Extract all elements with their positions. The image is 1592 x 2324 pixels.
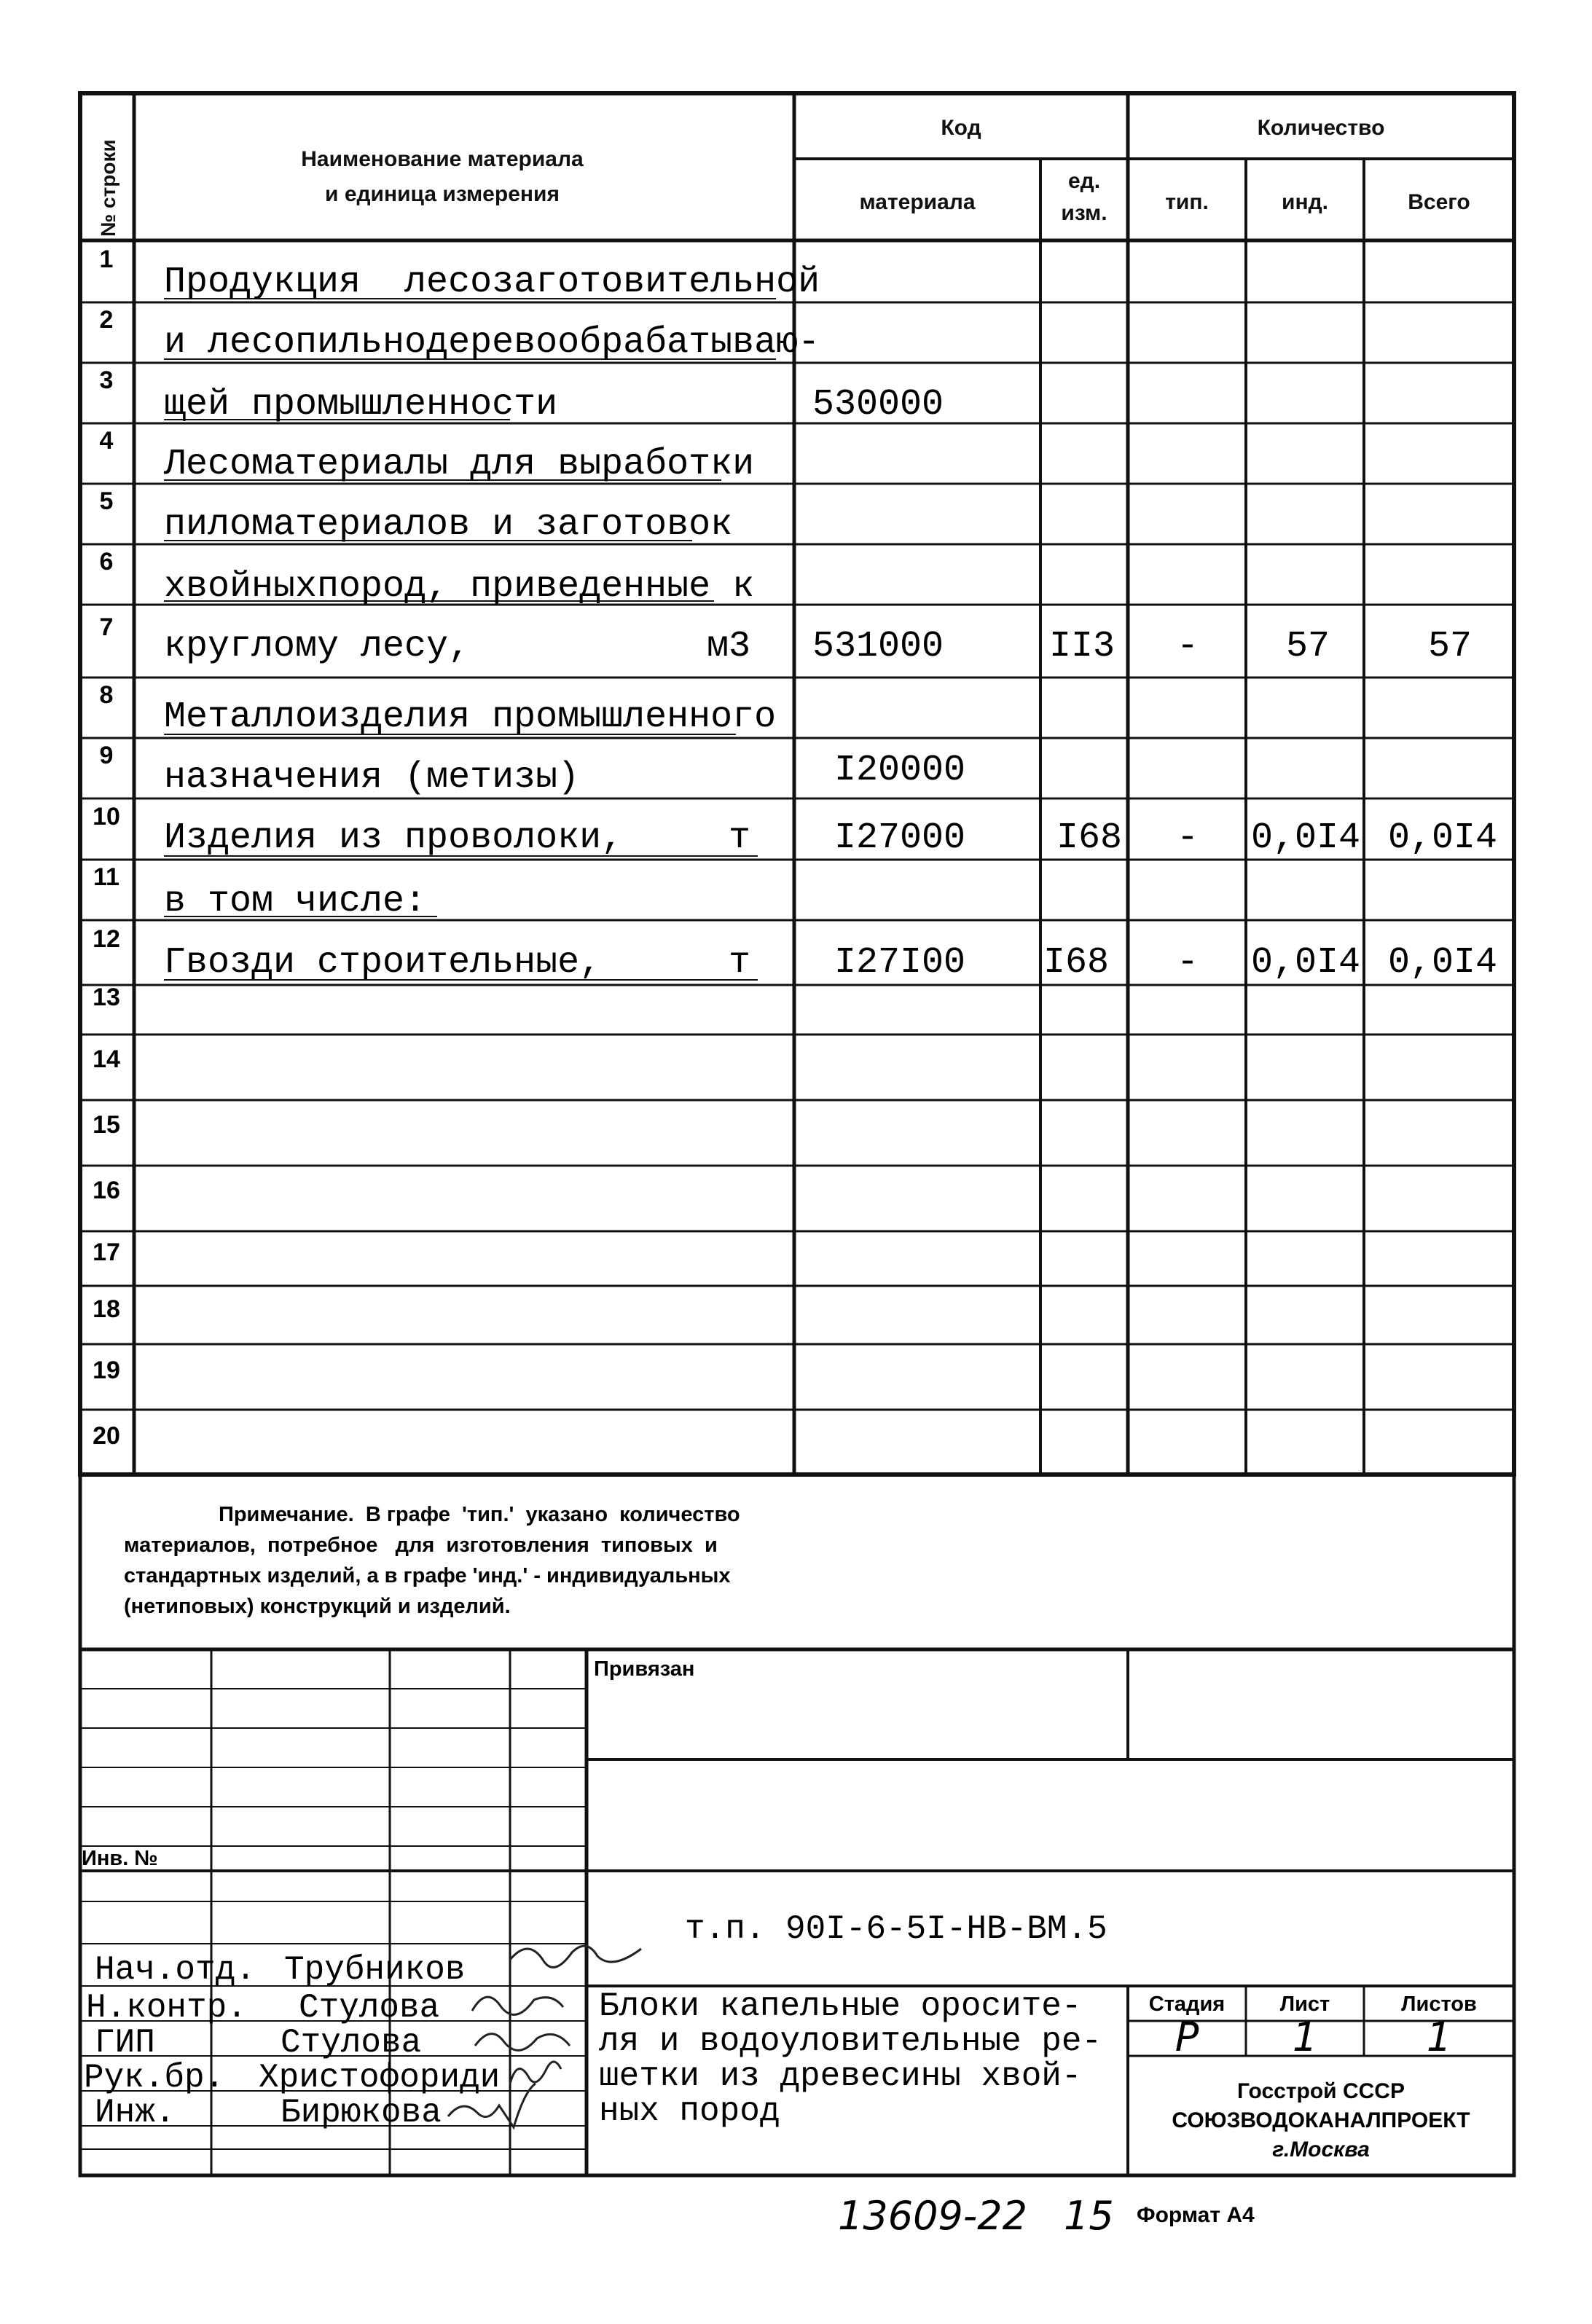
org-line: СОЮЗВОДОКАНАЛПРОЕКТ (1172, 2108, 1470, 2132)
role-name: Трубников (284, 1951, 466, 1989)
unit-name: м3 (706, 626, 750, 667)
role-label: Рук.бр. (84, 2059, 225, 2097)
row-number: 19 (93, 1357, 120, 1384)
header-code-material: материала (859, 190, 976, 214)
header-qty-total: Всего (1408, 190, 1470, 214)
header-name-line2: и единица измерения (325, 182, 560, 206)
qty-ind: 57 (1285, 626, 1330, 667)
material-code: I27I00 (834, 942, 966, 984)
qty-ind: 0,0I4 (1250, 817, 1361, 859)
material-code: I27000 (834, 817, 966, 859)
qty-total: 57 (1427, 626, 1473, 667)
inv-no-label: Инв. № (82, 1847, 158, 1870)
unit-code: II3 (1049, 626, 1115, 667)
material-name: хвойныхпород, приведенные к (164, 566, 755, 608)
row-number: 20 (93, 1422, 120, 1450)
role-name: Бирюкова (281, 2094, 442, 2132)
stage-label: Стадия (1148, 1993, 1226, 2016)
doc-title-line: ных пород (599, 2092, 780, 2130)
header-unit-line2: изм. (1061, 201, 1107, 225)
note-section (80, 1475, 1514, 1649)
unit-name: т (728, 817, 750, 859)
org-line: г.Москва (1272, 2137, 1370, 2162)
qty-total: 0,0I4 (1387, 942, 1498, 984)
stage-value: Р (1175, 2014, 1199, 2060)
row-number: 10 (93, 803, 120, 831)
material-name: щей промышленности (164, 384, 558, 425)
header-name-line1: Наименование материала (301, 147, 584, 171)
row-number: 5 (99, 487, 114, 515)
qty-typ: - (1176, 626, 1199, 667)
row-number: 7 (99, 613, 114, 641)
material-code: 530000 (812, 384, 944, 425)
doc-title-line: Блоки капельные оросите- (599, 1987, 1082, 2025)
note-line: (нетиповых) конструкций и изделий. (124, 1595, 511, 1618)
note-line: материалов, потребное для изготовления типовых и (124, 1534, 718, 1557)
format-label: Формат А4 (1137, 2203, 1255, 2227)
role-label: Н.контр. (86, 1989, 247, 2027)
row-number: 12 (93, 925, 120, 953)
sheet-value: 1 (1292, 2014, 1318, 2060)
header-code: Код (941, 116, 981, 140)
note-line: стандартных изделий, а в графе 'инд.' - индивидуальных (124, 1564, 731, 1587)
material-name: круглому лесу, (164, 626, 471, 667)
row-number: 15 (93, 1111, 120, 1139)
material-code: I20000 (834, 750, 966, 791)
row-number: 6 (99, 548, 114, 576)
material-name: пиломатериалов и заготовок (164, 504, 733, 546)
header-row-number: № строки (97, 139, 119, 237)
org-line: Госстрой СССР (1237, 2079, 1405, 2103)
table-header (97, 116, 1470, 237)
header-qty-typ: тип. (1165, 190, 1209, 214)
qty-ind: 0,0I4 (1250, 942, 1361, 984)
title-block (82, 1657, 1477, 2162)
row-number: 17 (93, 1238, 120, 1266)
sheets-value: 1 (1426, 2014, 1452, 2060)
role-label: Инж. (95, 2094, 176, 2132)
row-number: 8 (99, 681, 114, 709)
unit-code: I68 (1056, 817, 1123, 859)
row-number: 18 (93, 1295, 120, 1323)
material-name: Гвозди строительные, (164, 942, 602, 984)
role-label: Нач.отд. (95, 1951, 256, 1989)
bound-label: Привязан (594, 1657, 695, 1681)
header-qty-ind: инд. (1282, 190, 1328, 214)
material-name: Продукция лесозаготовительной (164, 262, 820, 303)
registration-stamp: 13609-22 (838, 2193, 1027, 2239)
unit-name: т (728, 942, 750, 984)
row-number: 1 (99, 246, 114, 273)
qty-total: 0,0I4 (1387, 817, 1498, 859)
note-line: Примечание. В графе 'тип.' указано количество (219, 1503, 740, 1526)
row-number: 16 (93, 1177, 120, 1204)
unit-code: I68 (1043, 942, 1110, 984)
role-label: ГИП (95, 2024, 155, 2062)
row-number: 9 (99, 742, 114, 769)
role-name: Стулова (281, 2024, 422, 2062)
doc-title-line: шетки из древесины хвой- (599, 2057, 1082, 2095)
sheet-label: Лист (1279, 1993, 1330, 2016)
material-name: и лесопильнодеревообрабатываю- (164, 322, 820, 364)
row-number: 2 (99, 306, 114, 334)
row-number: 13 (93, 984, 120, 1011)
material-name: в том числе: (164, 881, 427, 922)
sheets-label: Листов (1401, 1993, 1477, 2016)
page-number: 15 (1064, 2193, 1114, 2239)
material-name: назначения (метизы) (164, 757, 580, 798)
row-number: 4 (99, 427, 114, 455)
doc-code: т.п. 90I-6-5I-НВ-ВМ.5 (685, 1910, 1107, 1948)
footer (838, 2193, 1255, 2239)
row-number: 14 (93, 1045, 120, 1073)
material-name: Лесоматериалы для выработки (164, 444, 755, 485)
material-code: 531000 (812, 626, 944, 667)
role-name: Христофориди (259, 2059, 501, 2097)
header-unit-line1: ед. (1067, 169, 1101, 193)
doc-title-line: ля и водоуловительные ре- (599, 2022, 1102, 2060)
material-name: Изделия из проволоки, (164, 817, 624, 859)
role-name: Стулова (299, 1989, 440, 2027)
qty-typ: - (1176, 942, 1199, 984)
row-number: 11 (93, 863, 119, 891)
material-name: Металлоизделия промышленного (164, 696, 777, 738)
row-number: 3 (99, 366, 114, 394)
header-quantity: Количество (1257, 116, 1385, 140)
qty-typ: - (1176, 817, 1199, 859)
